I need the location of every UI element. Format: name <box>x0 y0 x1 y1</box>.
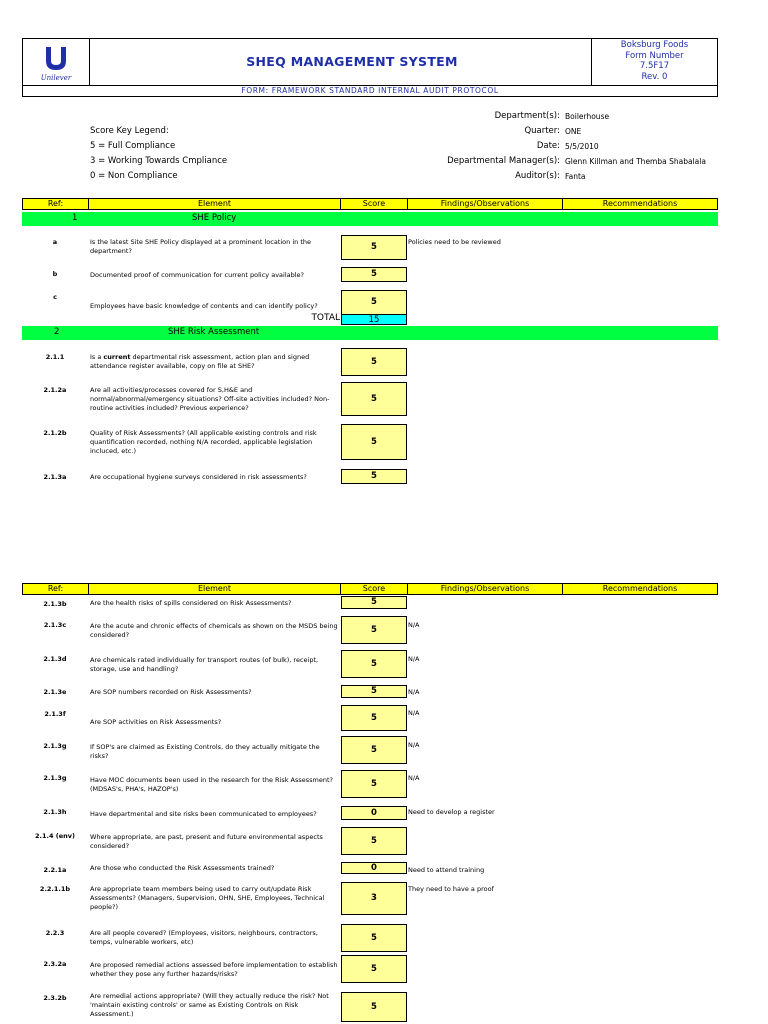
finding-cell[interactable]: N/A <box>408 709 420 717</box>
row-element: Is the latest Site SHE Policy displayed at a prominent location in the department? <box>90 238 311 255</box>
quarter-label: Quarter: <box>524 126 560 136</box>
col-findings: Findings/Observations <box>407 583 563 595</box>
row-ref: 2.1.2a <box>43 386 67 394</box>
finding-cell[interactable]: N/A <box>408 655 420 663</box>
section-number: 1 <box>72 213 78 223</box>
row-element: Are appropriate team members being used to carry out/update Risk Assessments? (Managers, Supervision, OHN, SHE, Employees, Technical people?) <box>90 885 325 911</box>
quarter-value: ONE <box>565 127 582 136</box>
score-cell[interactable]: 5 <box>341 235 407 260</box>
score-cell[interactable]: 5 <box>341 267 407 282</box>
finding-cell[interactable]: N/A <box>408 741 420 749</box>
legend-item: 5 = Full Compliance <box>90 141 176 151</box>
row-ref: 2.1.1 <box>45 353 65 361</box>
col-ref: Ref: <box>22 583 89 595</box>
row-element: Where appropriate, are past, present and future environmental aspects considered? <box>90 833 323 850</box>
section-header-risk-assessment <box>22 326 718 340</box>
section-title: SHE Policy <box>192 213 237 223</box>
score-cell[interactable]: 5 <box>341 924 407 952</box>
company-name: Boksburg Foods <box>620 40 689 50</box>
row-element: Are all activities/processes covered for S,H&E and normal/abnormal/emergency situations? Off-site activities included? Non-routine activities included? Previous experience? <box>90 386 330 412</box>
total-label: TOTAL <box>311 313 340 323</box>
row-ref: 2.1.3a <box>43 473 67 481</box>
col-recommendations: Recommendations <box>562 198 718 210</box>
score-cell[interactable]: 5 <box>341 827 407 855</box>
form-number-label: Form Number <box>625 50 684 61</box>
row-element: Are those who conducted the Risk Assessments trained? <box>90 864 275 872</box>
row-ref: a <box>52 238 58 246</box>
score-cell[interactable]: 5 <box>341 736 407 764</box>
row-ref: 2.1.3c <box>43 621 67 629</box>
finding-cell[interactable]: Need to develop a register <box>408 808 495 816</box>
finding-cell[interactable]: N/A <box>408 688 420 696</box>
row-element: Are SOP numbers recorded on Risk Assessments? <box>90 688 252 696</box>
score-cell[interactable]: 5 <box>341 955 407 983</box>
row-element: Employees have basic knowledge of contents and can identify policy? <box>90 302 318 310</box>
svg-text:Unilever: Unilever <box>40 74 72 82</box>
row-ref: 2.1.4 (env) <box>35 832 75 840</box>
form-header <box>22 38 718 86</box>
row-element: Are proposed remedial actions assessed before implementation to establish whether they pose any further hazards/risks? <box>90 961 338 978</box>
score-cell[interactable]: 5 <box>341 685 407 698</box>
row-element: Are all people covered? (Employees, visitors, neighbours, contractors, temps, vulnerable workers, etc) <box>90 929 318 946</box>
department-label: Department(s): <box>494 111 560 121</box>
auditor-value: Fanta <box>565 172 586 181</box>
col-element: Element <box>88 583 341 595</box>
row-element: Are SOP activities on Risk Assessments? <box>90 718 222 726</box>
manager-value: Glenn Killman and Themba Shabalala <box>565 157 706 166</box>
row-element: Quality of Risk Assessments? (All applicable existing controls and risk quantification recorded, nothing N/A recorded, applicable legislation incluced, etc.) <box>90 429 317 455</box>
row-ref: 2.1.2b <box>43 429 67 437</box>
row-element: Are remedial actions appropriate? (Will they actually reduce the risk? Not 'maintain existing controls' or same as Existing Controls on Risk Assessment.) <box>90 992 329 1018</box>
section-title: SHE Risk Assessment <box>168 327 260 337</box>
finding-cell[interactable]: Policies need to be reviewed <box>408 238 501 246</box>
revision: Rev. 0 <box>641 71 668 82</box>
finding-cell[interactable]: N/A <box>408 621 420 629</box>
score-cell[interactable]: 3 <box>341 882 407 915</box>
form-info <box>591 39 717 85</box>
row-ref: 2.1.3b <box>43 600 67 608</box>
row-element: Is a current departmental risk assessment, action plan and signed attendance register available, copy on file at SHE? <box>90 353 310 370</box>
unilever-logo <box>23 39 90 85</box>
row-element: Documented proof of communication for current policy available? <box>90 271 305 279</box>
page-title: SHEQ MANAGEMENT SYSTEM <box>246 54 458 69</box>
legend-title: Score Key Legend: <box>90 126 169 136</box>
row-ref: 2.1.3e <box>43 688 67 696</box>
score-cell[interactable]: 5 <box>341 382 407 416</box>
score-cell[interactable]: 5 <box>341 469 407 484</box>
row-ref: b <box>52 270 58 278</box>
score-cell[interactable]: 0 <box>341 806 407 820</box>
row-ref: 2.1.3h <box>43 808 67 816</box>
col-findings: Findings/Observations <box>407 198 563 210</box>
row-ref: c <box>53 293 57 301</box>
score-cell[interactable]: 5 <box>341 596 407 609</box>
row-ref: 2.2.3 <box>45 929 65 937</box>
row-ref: 2.3.2a <box>43 960 67 968</box>
row-element: Are the health risks of spills considered on Risk Assessments? <box>90 599 292 607</box>
department-value: Boilerhouse <box>565 112 610 121</box>
col-score: Score <box>340 583 408 595</box>
finding-cell[interactable]: They need to have a proof <box>408 885 494 893</box>
row-ref: 2.3.2b <box>43 994 67 1002</box>
finding-cell[interactable]: N/A <box>408 774 420 782</box>
score-cell[interactable]: 5 <box>341 650 407 678</box>
score-cell[interactable]: 5 <box>341 992 407 1022</box>
row-ref: 2.1.3g <box>43 774 67 782</box>
section-header-she-policy <box>22 212 718 226</box>
score-cell[interactable]: 5 <box>341 770 407 798</box>
date-value: 5/5/2010 <box>565 142 599 151</box>
col-element: Element <box>88 198 341 210</box>
row-element: Have departmental and site risks been communicated to employees? <box>90 810 317 818</box>
score-cell[interactable]: 5 <box>341 348 407 376</box>
col-score: Score <box>340 198 408 210</box>
score-cell[interactable]: 5 <box>341 290 407 315</box>
legend-item: 3 = Working Towards Cmpliance <box>90 156 228 166</box>
row-ref: 2.2.1.1b <box>39 885 71 893</box>
date-label: Date: <box>536 141 560 151</box>
section-number: 2 <box>54 327 60 337</box>
row-element: Are chemicals rated individually for transport routes (of bulk), receipt, storage, use and handling? <box>90 656 319 673</box>
row-ref: 2.1.3g <box>43 742 67 750</box>
row-ref: 2.1.3f <box>44 710 66 718</box>
row-ref: 2.2.1a <box>43 866 67 874</box>
score-cell[interactable]: 5 <box>341 424 407 460</box>
total-value: 15 <box>341 314 407 325</box>
row-element: Are occupational hygiene surveys considered in risk assessments? <box>90 473 307 481</box>
manager-label: Departmental Manager(s): <box>447 156 560 166</box>
col-recommendations: Recommendations <box>562 583 718 595</box>
score-cell[interactable]: 0 <box>341 862 407 874</box>
form-title: FORM: FRAMEWORK STANDARD INTERNAL AUDIT PROTOCOL <box>22 86 718 97</box>
row-element: Are the acute and chronic effects of chemicals as shown on the MSDS being considered? <box>90 622 338 639</box>
unilever-u-icon <box>23 39 89 85</box>
row-element: If SOP's are claimed as Existing Controls, do they actually mitigate the risks? <box>90 743 320 760</box>
legend-item: 0 = Non Compliance <box>90 171 178 181</box>
score-cell[interactable]: 5 <box>341 616 407 644</box>
score-cell[interactable]: 5 <box>341 705 407 731</box>
row-ref: 2.1.3d <box>43 655 67 663</box>
form-number: 7.5F17 <box>639 61 670 71</box>
finding-cell[interactable]: Need to attend training <box>408 866 485 874</box>
row-element: Have MOC documents been used in the research for the Risk Assessment? (MDSAS's, PHA's, HAZOP's) <box>90 776 333 793</box>
auditor-label: Auditor(s): <box>515 171 560 181</box>
col-ref: Ref: <box>22 198 89 210</box>
